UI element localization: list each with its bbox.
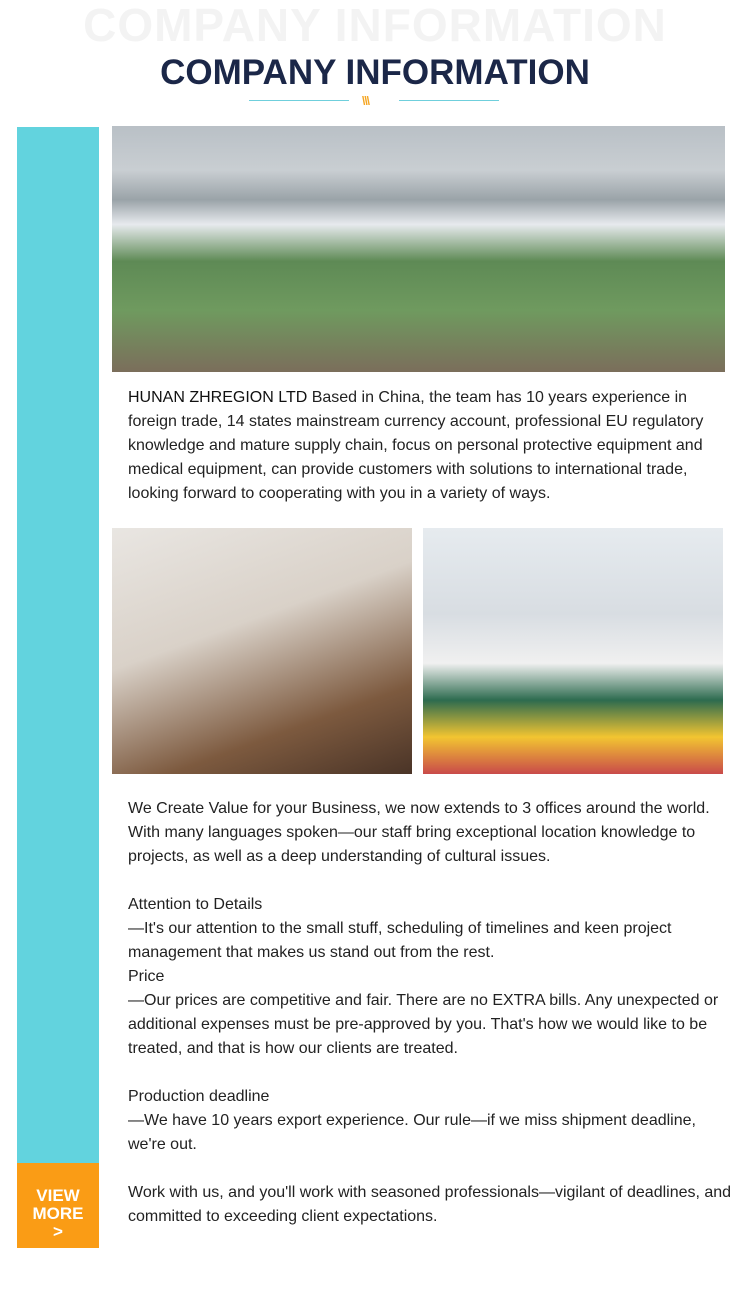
sidebar-accent-bar xyxy=(17,127,99,1163)
body-text xyxy=(128,797,738,1229)
intro-paragraph xyxy=(128,386,738,506)
details-text: —It's our attention to the small stuff, scheduling of timelines and keen project management that makes us stand out from the rest. xyxy=(128,920,672,961)
page-title: COMPANY INFORMATION xyxy=(160,53,590,92)
view-more-label-2: MORE xyxy=(32,1204,84,1223)
office-photo xyxy=(112,528,412,774)
deadline-text: —We have 10 years export experience. Our rule—if we miss shipment deadline, we're out. xyxy=(128,1112,696,1153)
divider-ornament: \\\ xyxy=(362,94,370,108)
team-photo xyxy=(423,528,723,774)
value-paragraph: We Create Value for your Business, we now extends to 3 offices around the world. With many languages spoken—our staff bring exceptional location knowledge to projects, as well as a deep understanding of cultural issues. xyxy=(128,800,710,865)
deadline-title: Production deadline xyxy=(128,1088,270,1105)
price-title: Price xyxy=(128,968,165,985)
view-more-arrow-icon: > xyxy=(53,1222,63,1241)
closing-paragraph: Work with us, and you'll work with seasoned professionals—vigilant of deadlines, and committed to exceeding client expectations. xyxy=(128,1184,732,1225)
view-more-label-1: VIEW xyxy=(36,1186,80,1205)
factory-aerial-photo xyxy=(112,126,725,372)
intro-text: Based in China, the team has 10 years experience in foreign trade, 14 states mainstream currency account, professional EU regulatory knowledge and mature supply chain, focus on personal protective equipment and medical equipment, can provide customers with solutions to international trade, looking forward to cooperating with you in a variety of ways. xyxy=(128,389,704,502)
divider-right xyxy=(399,100,499,101)
price-text: —Our prices are competitive and fair. There are no EXTRA bills. Any unexpected or additional expenses must be pre-approved by you. That's how we would like to be treated, and that is how our clients are treated. xyxy=(128,992,719,1057)
divider-left xyxy=(249,100,349,101)
view-more-button[interactable] xyxy=(17,1163,99,1248)
title-watermark: COMPANY INFORMATION xyxy=(83,0,667,51)
details-title: Attention to Details xyxy=(128,896,263,913)
company-name: HUNAN ZHREGION LTD xyxy=(128,389,308,406)
